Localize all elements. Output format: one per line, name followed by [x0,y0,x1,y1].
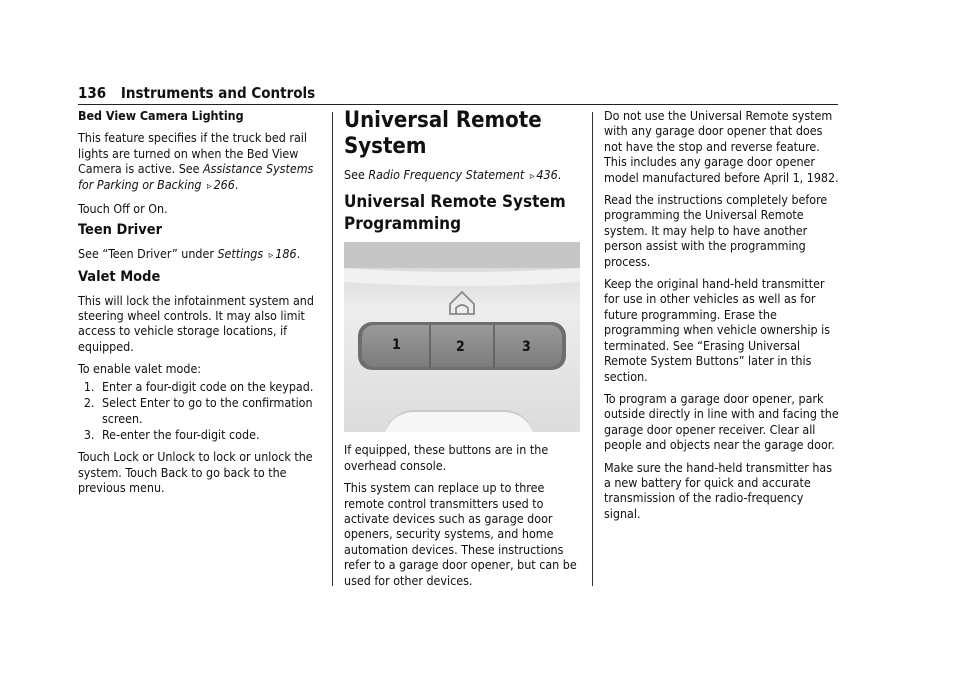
section-subtitle: Universal Remote System Programming [344,192,566,235]
bed-view-paragraph: This feature specifies if the truck bed rail lights are turned on when the Bed View Camera is active. See Assistance Systems for Parking or Backing ▹ 266. [78,130,314,192]
column-1 [78,108,318,503]
teen-page[interactable]: 186 [275,245,297,261]
see-page[interactable]: 436 [536,167,558,182]
remote-button-2: 2 [456,339,465,356]
photo-caption: If equipped, these buttons are in the overhead console. [344,442,549,473]
column-3 [604,108,840,528]
arrow-ref-icon: ▹ [268,249,274,261]
bed-view-page[interactable]: 266 [213,176,235,192]
valet-text: This will lock the infotainment system and steering wheel controls. It may also limit access to vehicle storage locations, if equipped. [78,292,314,354]
arrow-ref-icon: ▹ [529,171,535,182]
body-text: This system can replace up to three remote control transmitters used to activate devices such as garage door openers, security systems, and home automation devices. These instructions refer to a garage door opener, but can be used for other devices. [344,480,577,588]
teen-driver-heading: Teen Driver [78,222,163,239]
list-item: 1. Enter a four-digit code on the keypad. [98,379,318,394]
remote-button-1: 1 [392,337,401,354]
bed-view-heading: Bed View Camera Lighting [78,108,244,123]
bed-view-text: This feature specifies if the truck bed rail lights are turned on when the Bed View Camera is active. See [78,130,307,177]
column-divider-2 [592,112,593,586]
valet-heading: Valet Mode [78,269,161,286]
column-divider-1 [332,112,333,586]
remote-button-3: 3 [522,339,531,356]
overhead-console-photo [344,242,580,432]
see-ref-link[interactable]: Radio Frequency Statement [368,167,525,182]
section-title: Instruments and Controls [120,84,316,102]
arrow-ref-icon: ▹ [207,180,212,192]
console-lens [384,410,534,432]
paragraph: Do not use the Universal Remote system with any garage door opener that does not have the stop and reverse feature. This includes any garage door opener model manufactured before April 1, 1982. [604,108,839,185]
see-text: See [344,167,369,182]
page-header [78,84,838,104]
paragraph: Read the instructions completely before programming the Universal Remote system. It may help to have another person assist with the programming process. [604,192,828,269]
valet-steps [78,379,318,443]
teen-ref-link[interactable]: Settings [217,245,264,261]
list-item: 2. Select Enter to go to the confirmation screen. [98,395,318,426]
page-number: 136 [78,84,107,102]
lock-text: Touch Lock or Unlock to lock or unlock the system. Touch Back to go back to the previous menu. [78,449,313,496]
page-title: Universal Remote System [344,108,542,159]
paragraph: To program a garage door opener, park outside directly in line with and facing the garage door opener receiver. Clear all people and objects near the garage door. [604,390,839,453]
see-paragraph: See Radio Frequency Statement ▹ 436. [344,167,562,182]
enable-text: To enable valet mode: [78,361,202,377]
touch-text: Touch Off or On. [78,201,168,217]
paragraph: Make sure the hand-held transmitter has a new battery for quick and accurate transmission of the radio-frequency signal. [604,459,833,521]
bed-view-ref-link[interactable]: Assistance Systems for Parking or Backing [78,161,314,192]
teen-text: See “Teen Driver” under [78,245,218,261]
header-rule [78,104,838,105]
list-item: 3. Re-enter the four-digit code. [98,427,318,442]
column-2 [344,108,580,595]
paragraph: Keep the original hand-held transmitter for use in other vehicles as well as for future programming. Erase the programming when vehicle ownership is terminated. See “Erasing Universal Remote System Buttons” later in this section. [604,276,831,384]
teen-driver-paragraph: See “Teen Driver” under Settings ▹ 186. [78,245,301,261]
